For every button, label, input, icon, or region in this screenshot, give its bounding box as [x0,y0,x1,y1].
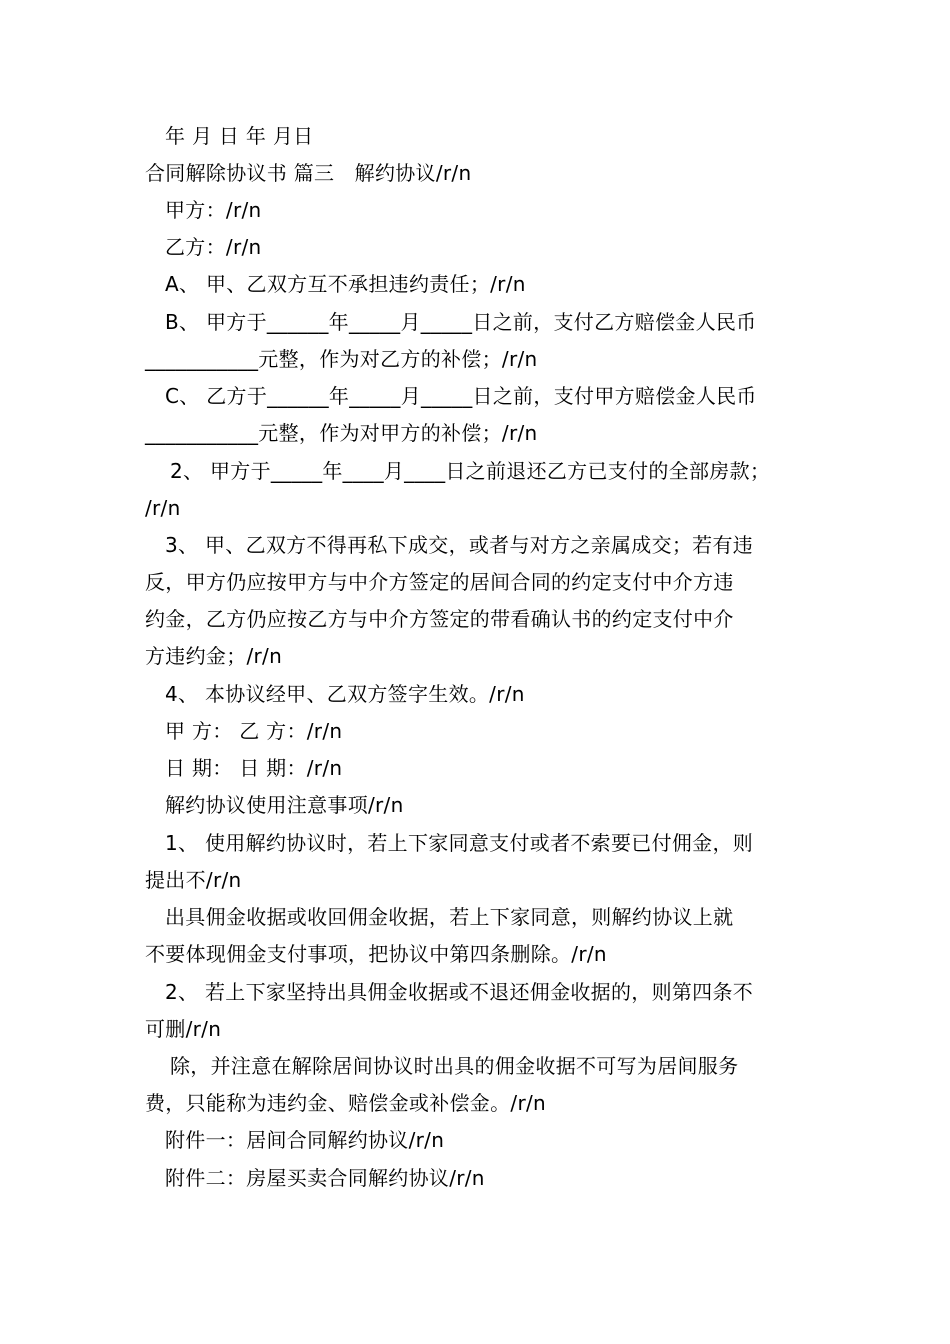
date-signature-line: 日 期： 日 期：/r/n [165,756,343,780]
clause-a: A、 甲、乙双方互不承担违约责任；/r/n [165,272,526,296]
clause-2-line2: /r/n [145,496,181,520]
section-title: 合同解除协议书 篇三 解约协议/r/n [145,161,472,185]
note-2-line3: 除，并注意在解除居间协议时出具的佣金收据不可写为居间服务 [170,1054,739,1078]
clause-b-line1: B、 甲方于______年_____月_____日之前，支付乙方赔偿金人民币 [165,310,757,334]
note-1-line3: 出具佣金收据或收回佣金收据，若上下家同意，则解约协议上就 [165,905,734,929]
date-line: 年 月 日 年 月日 [165,124,314,148]
clause-3-line2: 反，甲方仍应按甲方与中介方签定的居间合同的约定支付中介方违 [145,570,734,594]
note-1-line2: 提出不/r/n [145,868,242,892]
notes-heading: 解约协议使用注意事项/r/n [165,793,404,817]
note-1-line4: 不要体现佣金支付事项，把协议中第四条删除。/r/n [145,942,607,966]
note-1-line1: 1、 使用解约协议时，若上下家同意支付或者不索要已付佣金，则 [165,831,754,855]
clause-3-line1: 3、 甲、乙双方不得再私下成交，或者与对方之亲属成交；若有违 [165,533,754,557]
clause-3-line4: 方违约金；/r/n [145,644,283,668]
clause-c-line1: C、 乙方于______年_____月_____日之前，支付甲方赔偿金人民币 [165,384,757,408]
note-2-line2: 可删/r/n [145,1017,222,1041]
clause-3-line3: 约金，乙方仍应按乙方与中介方签定的带看确认书的约定支付中介 [145,607,734,631]
clause-2-line1: 2、 甲方于_____年____月____日之前退还乙方已支付的全部房款； [170,459,771,483]
clause-4: 4、 本协议经甲、乙双方签字生效。/r/n [165,682,525,706]
signature-line: 甲 方： 乙 方：/r/n [165,719,343,743]
party-b-line: 乙方：/r/n [165,235,262,259]
attachment-2: 附件二：房屋买卖合同解约协议/r/n [165,1166,485,1190]
clause-b-line2: ___________元整，作为对乙方的补偿；/r/n [145,347,538,371]
clause-c-line2: ___________元整，作为对甲方的补偿；/r/n [145,421,538,445]
party-a-line: 甲方：/r/n [165,198,262,222]
note-2-line4: 费，只能称为违约金、赔偿金或补偿金。/r/n [145,1091,546,1115]
attachment-1: 附件一：居间合同解约协议/r/n [165,1128,445,1152]
note-2-line1: 2、 若上下家坚持出具佣金收据或不退还佣金收据的，则第四条不 [165,980,754,1004]
